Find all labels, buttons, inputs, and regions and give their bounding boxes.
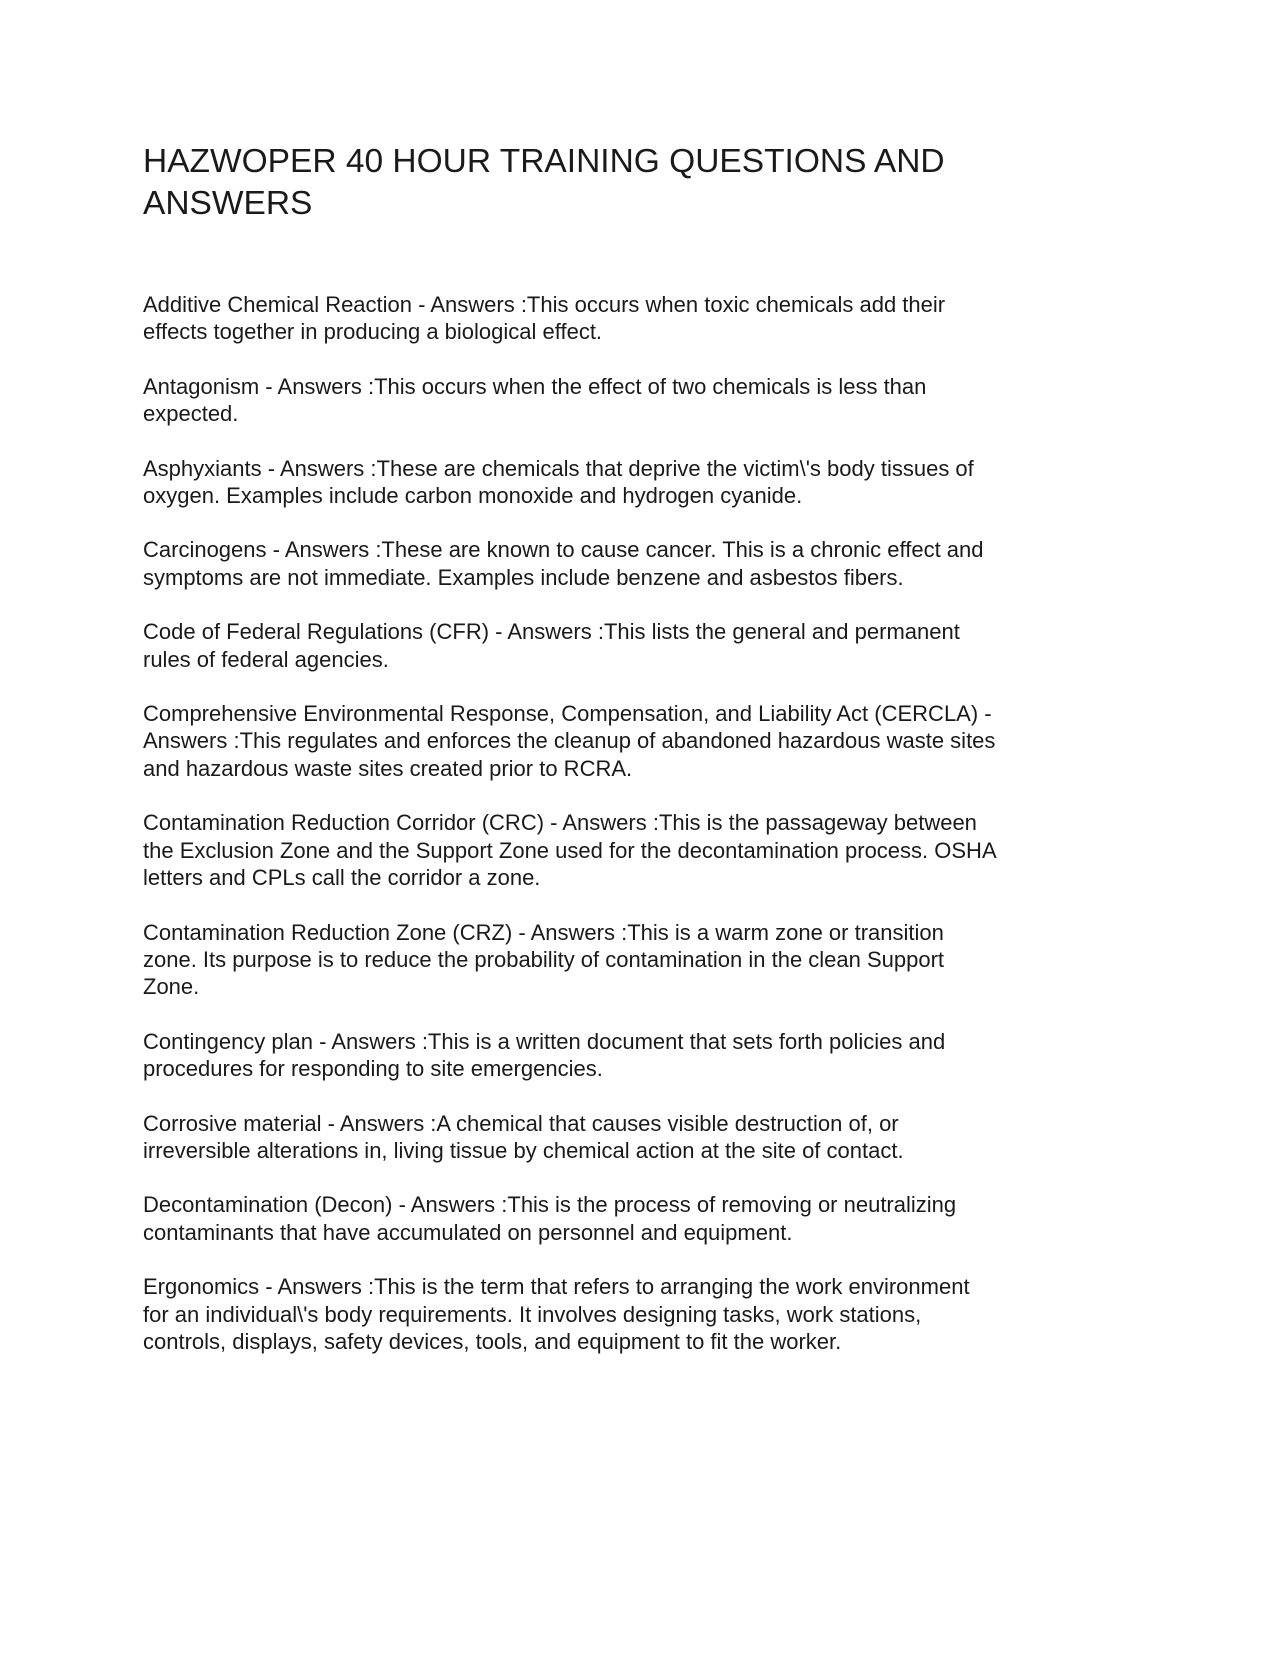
qa-entry-line: oxygen. Examples include carbon monoxide and hydrogen cyanide. [143,483,803,509]
qa-entry-line: the Exclusion Zone and the Support Zone used for the decontamination process. OSHA [143,837,997,863]
qa-entry-line: Code of Federal Regulations (CFR) - Answers :This lists the general and permanent [143,619,960,645]
qa-entry [143,373,997,428]
qa-entry-line: symptoms are not immediate. Examples include benzene and asbestos fibers. [143,564,904,590]
qa-entry-line: contaminants that have accumulated on personnel and equipment. [143,1219,793,1245]
qa-entry [143,1273,997,1355]
qa-entry-line: Carcinogens - Answers :These are known to cause cancer. This is a chronic effect and [143,537,984,563]
document-body [143,291,997,1382]
qa-entry-line: Answers :This regulates and enforces the cleanup of abandoned hazardous waste sites [143,728,996,754]
qa-entry-line: irreversible alterations in, living tissue by chemical action at the site of contact. [143,1137,904,1163]
title-line: HAZWOPER 40 HOUR TRAINING QUESTIONS AND [143,143,945,180]
qa-entry-line: for an individual\'s body requirements. It involves designing tasks, work stations, [143,1301,922,1327]
qa-entry-line: procedures for responding to site emergencies. [143,1056,603,1082]
qa-entry-line: rules of federal agencies. [143,646,389,672]
qa-entry [143,809,997,891]
qa-entry-line: controls, displays, safety devices, tools, and equipment to fit the worker. [143,1328,842,1354]
qa-entry-line: effects together in producing a biological effect. [143,319,603,345]
qa-entry-line: Comprehensive Environmental Response, Compensation, and Liability Act (CERCLA) - [143,701,992,727]
qa-entry-line: Corrosive material - Answers :A chemical that causes visible destruction of, or [143,1110,899,1136]
qa-entry [143,618,997,673]
qa-entry [143,455,997,510]
qa-entry-line: Contamination Reduction Corridor (CRC) - Answers :This is the passageway between [143,810,977,836]
qa-entry-line: zone. Its purpose is to reduce the probability of contamination in the clean Support [143,946,945,972]
qa-entry-line: Contamination Reduction Zone (CRZ) - Answers :This is a warm zone or transition [143,919,944,945]
title-line: ANSWERS [143,185,313,222]
qa-entry [143,1028,997,1083]
qa-entry [143,536,997,591]
qa-entry [143,700,997,782]
document-title [143,141,945,225]
qa-entry-line: Decontamination (Decon) - Answers :This is the process of removing or neutralizing [143,1192,957,1218]
qa-entry-line: Contingency plan - Answers :This is a written document that sets forth policies and [143,1028,946,1054]
qa-entry [143,919,997,1001]
qa-entry-line: Ergonomics - Answers :This is the term that refers to arranging the work environment [143,1274,970,1300]
qa-entry [143,1191,997,1246]
qa-entry-line: Additive Chemical Reaction - Answers :This occurs when toxic chemicals add their [143,292,946,317]
qa-entry-line: expected. [143,401,239,427]
qa-entry [143,1110,997,1165]
qa-entry [143,291,997,346]
qa-entry-line: Asphyxiants - Answers :These are chemicals that deprive the victim\'s body tissues of [143,455,974,481]
qa-entry-line: and hazardous waste sites created prior to RCRA. [143,755,633,781]
qa-entry-line: Antagonism - Answers :This occurs when the effect of two chemicals is less than [143,373,927,399]
qa-entry-line: letters and CPLs call the corridor a zone. [143,865,541,891]
qa-entry-line: Zone. [143,974,200,1000]
